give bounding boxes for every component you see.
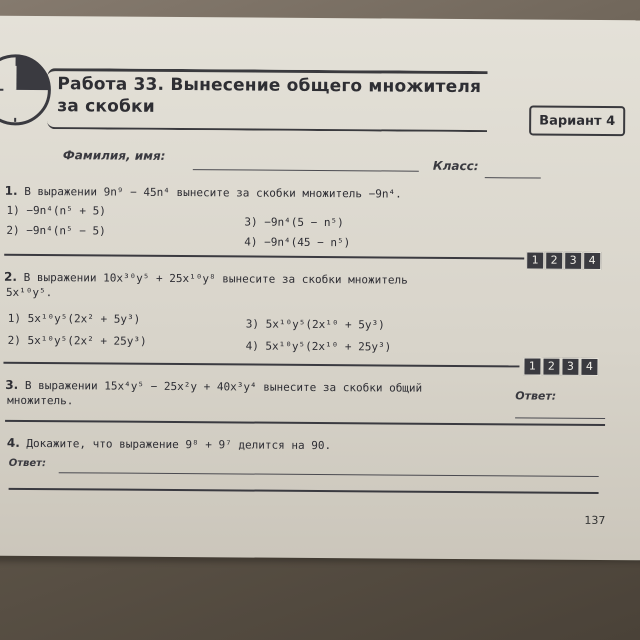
task-2-answer-box-1[interactable]: 1 — [523, 357, 541, 375]
task-2-answer-boxes — [523, 357, 599, 376]
name-label: Фамилия, имя: — [62, 148, 166, 163]
task-1-option-1: 1) −9n⁴(n⁵ + 5) — [6, 203, 106, 218]
task-1-question — [5, 184, 402, 201]
task-1-divider — [4, 254, 524, 260]
task-3-text-line-2: множитель. — [7, 393, 74, 408]
task-1-answer-box-2[interactable]: 2 — [545, 252, 563, 270]
task-4-answer-line[interactable] — [59, 472, 599, 477]
task-2-expression: 10x³⁰y⁵ + 25x¹⁰y⁸ — [103, 271, 216, 286]
task-1-expression: 9n⁹ − 45n⁴ — [103, 185, 170, 199]
name-field-line[interactable] — [193, 169, 419, 172]
task-2-option-3: 3) 5x¹⁰y⁵(2x¹⁰ + 5y³) — [245, 317, 385, 332]
worksheet-page — [0, 16, 640, 561]
task-4-answer-label: Ответ: — [8, 457, 47, 470]
task-2-answer-box-3[interactable]: 3 — [561, 358, 579, 376]
task-1-option-2: 2) −9n⁴(n⁵ − 5) — [6, 223, 106, 238]
task-2-option-4: 4) 5x¹⁰y⁵(2x¹⁰ + 25y³) — [245, 339, 392, 354]
task-4-text: Докажите, что выражение 9⁸ + 9⁷ делится на 90. — [26, 436, 332, 453]
class-label: Класс: — [432, 158, 479, 174]
task-2-answer-box-2[interactable]: 2 — [542, 358, 560, 376]
task-3-divider — [5, 420, 605, 426]
task-2-number: 2. — [4, 269, 18, 284]
task-1-number: 1. — [4, 183, 18, 198]
task-3-question — [5, 378, 422, 395]
task-2-divider — [3, 362, 519, 368]
task-1-answer-box-1[interactable]: 1 — [526, 251, 544, 269]
task-4-number: 4. — [6, 435, 20, 450]
task-2-option-2: 2) 5x¹⁰y⁵(2x² + 25y³) — [7, 333, 147, 348]
task-3-answer-label: Ответ: — [515, 389, 557, 403]
task-2-question — [4, 270, 408, 287]
task-1-option-4: 4) −9n⁴(45 − n⁵) — [244, 235, 351, 250]
task-1-intro: В выражении — [24, 184, 98, 199]
task-3-number: 3. — [5, 377, 19, 392]
task-2-factor: 5x¹⁰y⁵. — [5, 285, 53, 300]
task-1-answer-box-3[interactable]: 3 — [564, 252, 582, 270]
task-2-answer-box-4[interactable]: 4 — [580, 358, 598, 376]
task-1-answer-box-4[interactable]: 4 — [583, 252, 601, 270]
task-1-option-3: 3) −9n⁴(5 − n⁵) — [244, 215, 344, 230]
task-2-instruction: вынесите за скобки множитель — [222, 272, 408, 287]
task-3-text-line-1: В выражении 15x⁴y⁵ − 25x²y + 40x³y⁴ вынесите за скобки общий — [24, 378, 423, 395]
task-3-answer-line[interactable] — [515, 417, 605, 419]
title-line-2: за скобки — [57, 96, 156, 117]
task-1-answer-boxes — [526, 251, 602, 270]
task-2-intro: В выражении — [23, 270, 97, 285]
title-line-1: Работа 33. Вынесение общего множителя — [57, 74, 482, 98]
task-1-instruction: вынесите за скобки множитель −9n⁴. — [176, 186, 402, 201]
task-4-divider — [9, 488, 599, 494]
page-number: 137 — [584, 513, 606, 528]
class-field-line[interactable] — [485, 177, 541, 178]
task-2-option-1: 1) 5x¹⁰y⁵(2x² + 5y³) — [7, 311, 141, 326]
task-4-question — [7, 436, 331, 452]
variant-badge: Вариант 4 — [529, 105, 625, 136]
